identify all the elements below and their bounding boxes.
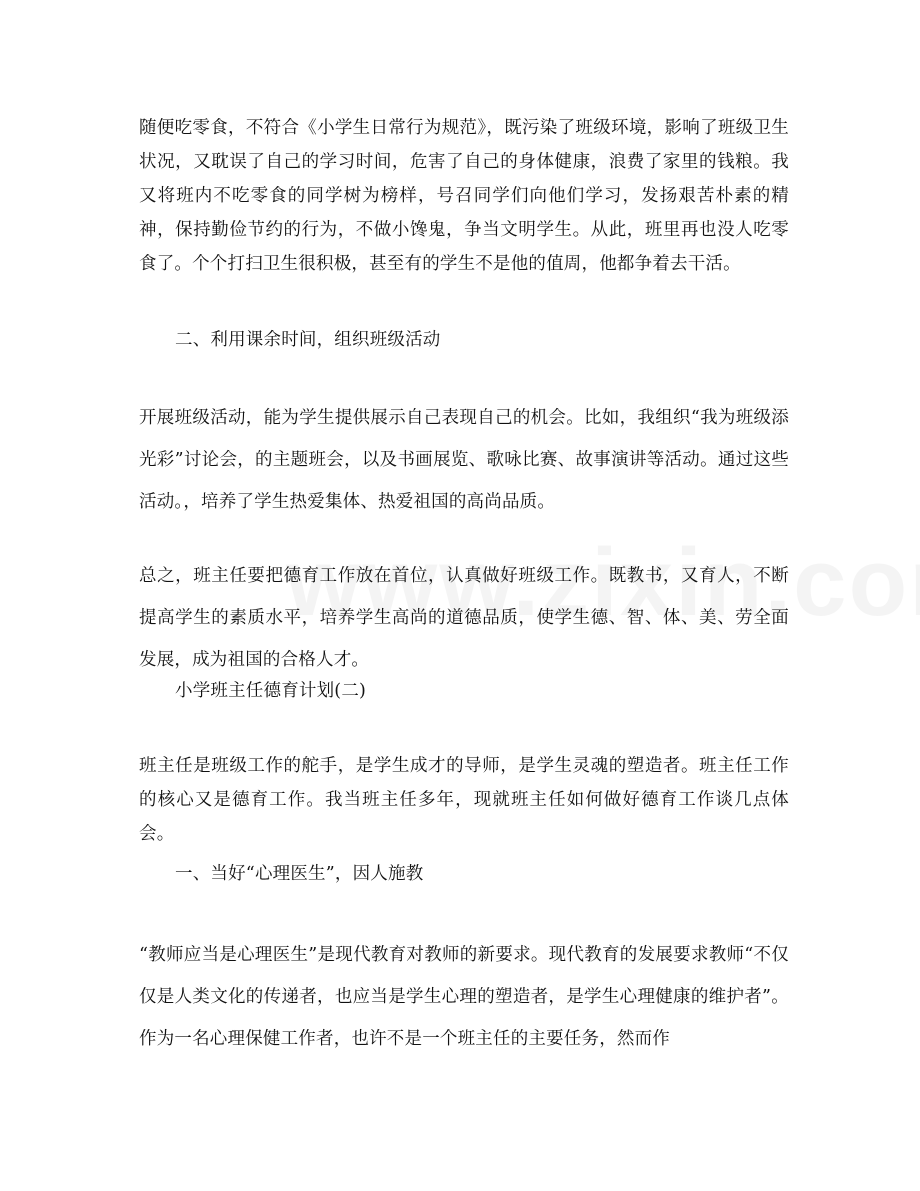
paragraph-snacks: 随便吃零食，不符合《小学生日常行为规范》，既污染了班级环境，影响了班级卫生状况，又耽误了自己的学习时间，危害了自己的身体健康，浪费了家里的钱粮。我又将班内不吃零食的同学树为榜样，号召同学们向他们学习，发扬艰苦朴素的精神，保持勤俭节约的行为，不做小馋鬼，争当文明学生。从此，班里再也没人吃零食了。个个打扫卫生很积极，甚至有的学生不是他的值周，他都争着去干活。 <box>139 118 789 274</box>
section-heading-psychologist: 一、当好“心理医生”，因人施教 <box>175 864 424 884</box>
paragraph-class-activities: 开展班级活动，能为学生提供展示自己表现自己的机会。比如，我组织“我为班级添光彩”讨论会，的主题班会，以及书画展览、歌咏比赛、故事演讲等活动。通过这些活动。，培养了学生热爱集体、热爱祖国的高尚品质。 <box>139 408 789 512</box>
paragraph-head-teacher-role: 班主任是班级工作的舵手，是学生成才的导师，是学生灵魂的塑造者。班主任工作的核心又是德育工作。我当班主任多年，现就班主任如何做好德育工作谈几点体会。 <box>139 756 789 844</box>
paragraph-psychologist: “教师应当是心理医生”是现代教育对教师的新要求。现代教育的发展要求教师“不仅仅是人类文化的传递者，也应当是学生心理的塑造者，是学生心理健康的维护者”。作为一名心理保健工作者，也许不是一个班主任的主要任务，然而作 <box>139 945 789 1049</box>
paragraph-conclusion: 总之，班主任要把德育工作放在首位，认真做好班级工作。既教书，又育人，不断提高学生的素质水平，培养学生高尚的道德品质，使学生德、智、体、美、劳全面发展，成为祖国的合格人才。 <box>139 566 789 670</box>
document-subtitle: 小学班主任德育计划(二) <box>175 681 367 701</box>
section-heading-class-activities: 二、利用课余时间，组织班级活动 <box>175 330 441 350</box>
